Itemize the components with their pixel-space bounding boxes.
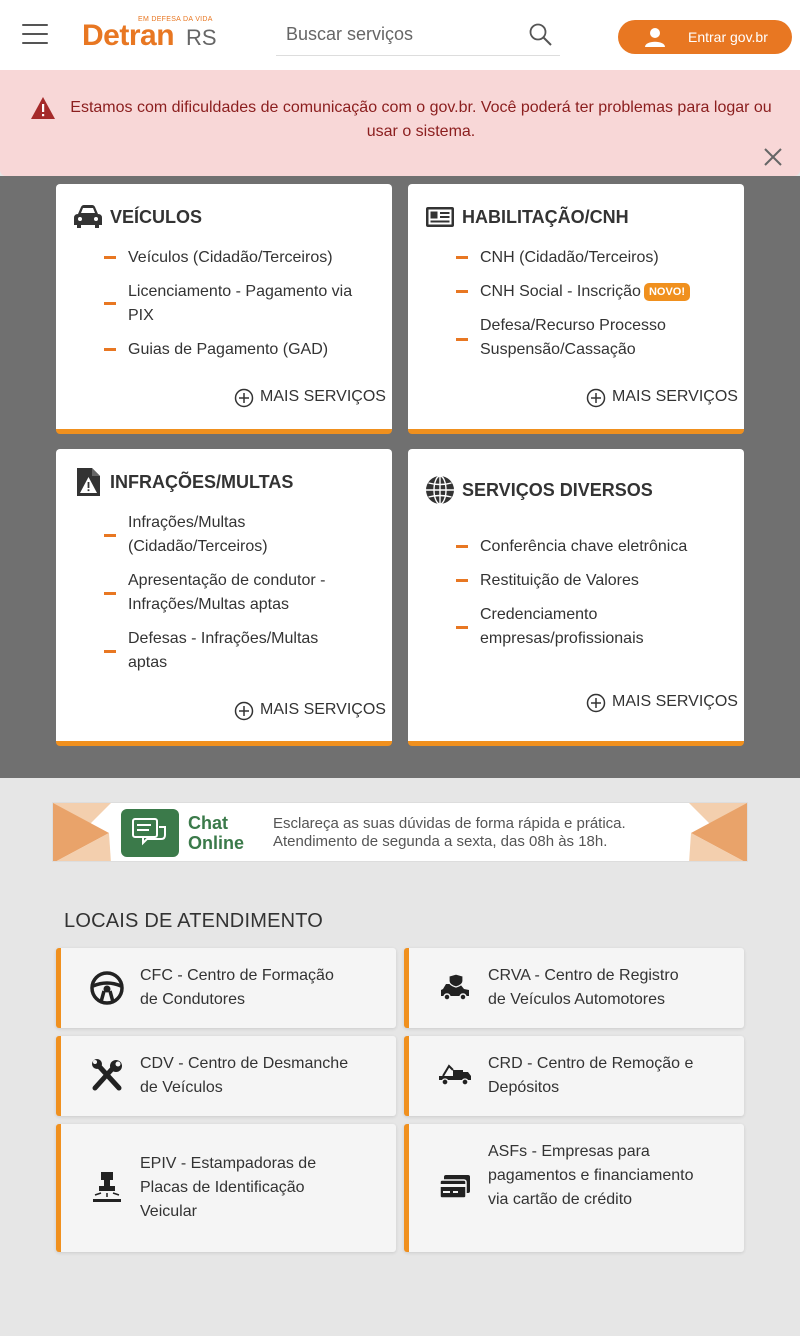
local-cfc[interactable]: [56, 948, 396, 1028]
service-link[interactable]: Defesas - Infrações/Multas aptas: [128, 630, 319, 671]
chat-title: Chat Online: [188, 813, 245, 853]
more-services-label: MAIS SERVIÇOS: [260, 388, 386, 405]
bullet-dash: [104, 348, 116, 351]
service-link[interactable]: Restituição de Valores: [480, 572, 639, 589]
local-crva[interactable]: [404, 948, 744, 1028]
plus-circle-icon: [234, 388, 254, 408]
service-link[interactable]: Licenciamento - Pagamento via PIX: [128, 283, 353, 324]
local-crd[interactable]: [404, 1036, 744, 1116]
card-habilitacao: [408, 184, 744, 434]
logo-tagline: EM DEFESA DA VIDA: [138, 16, 213, 23]
local-asfs[interactable]: [404, 1124, 744, 1252]
logo-name: Detran: [82, 19, 175, 52]
globe-icon: [424, 474, 456, 506]
chat-icon: [121, 809, 179, 857]
chat-line-2: Atendimento de segunda a sexta, das 08h às 18h.: [273, 833, 608, 850]
plus-circle-icon: [586, 693, 606, 713]
service-link[interactable]: [480, 280, 730, 304]
decorative-triangles: [53, 803, 113, 862]
close-icon[interactable]: [762, 146, 784, 168]
service-link[interactable]: Conferência chave eletrônica: [480, 538, 688, 555]
local-label: EPIV - Estampadoras de Placas de Identificação Veicular: [140, 1155, 317, 1220]
id-card-icon: [424, 201, 456, 233]
user-icon: [644, 26, 666, 48]
card-title: HABILITAÇÃO/CNH: [462, 207, 629, 227]
login-govbr-button[interactable]: [618, 20, 792, 54]
local-label: CFC - Centro de Formação de Condutores: [140, 967, 334, 1008]
service-link-label: CNH Social - Inscrição: [480, 283, 641, 300]
bullet-dash: [456, 626, 468, 629]
bullet-dash: [104, 256, 116, 259]
alert-banner: [0, 70, 800, 176]
credit-card-icon: [435, 1168, 475, 1208]
card-title: SERVIÇOS DIVERSOS: [462, 480, 653, 500]
service-link[interactable]: Infrações/Multas (Cidadão/Terceiros): [128, 514, 268, 555]
search-input[interactable]: [286, 20, 516, 48]
chat-online-banner[interactable]: [52, 802, 748, 862]
new-badge: NOVO!: [644, 283, 690, 301]
bullet-dash: [104, 592, 116, 595]
local-cdv[interactable]: [56, 1036, 396, 1116]
locais-title: LOCAIS DE ATENDIMENTO: [64, 910, 324, 932]
stamp-press-icon: [87, 1168, 127, 1208]
bullet-dash: [456, 338, 468, 341]
warning-icon: [30, 96, 56, 120]
card-title: VEÍCULOS: [110, 207, 203, 227]
card-title: INFRAÇÕES/MULTAS: [110, 472, 294, 492]
local-label: CRVA - Centro de Registro de Veículos Automotores: [488, 967, 679, 1008]
warning-document-icon: [72, 466, 104, 498]
services-section: [0, 176, 800, 778]
header: [0, 0, 800, 70]
chat-line-1: Esclareça as suas dúvidas de forma rápida e prática.: [273, 815, 626, 832]
service-link[interactable]: Apresentação de condutor - Infrações/Multas aptas: [128, 572, 326, 613]
service-link[interactable]: Guias de Pagamento (GAD): [128, 341, 329, 358]
card-infracoes: [56, 449, 392, 746]
login-label: Entrar gov.br: [688, 29, 768, 45]
service-link[interactable]: Defesa/Recurso Processo Suspensão/Cassação: [480, 317, 666, 358]
logo-state: RS: [186, 25, 217, 50]
search-bar: [276, 14, 560, 56]
bullet-dash: [456, 256, 468, 259]
local-label: CDV - Centro de Desmanche de Veículos: [140, 1055, 349, 1096]
car-icon: [72, 201, 104, 233]
more-services-label: MAIS SERVIÇOS: [612, 693, 738, 710]
plus-circle-icon: [586, 388, 606, 408]
decorative-triangles: [687, 803, 747, 862]
menu-icon[interactable]: [22, 24, 48, 44]
tools-icon: [87, 1056, 127, 1096]
service-link[interactable]: Veículos (Cidadão/Terceiros): [128, 249, 333, 266]
card-veiculos: [56, 184, 392, 434]
card-servicos-diversos: [408, 449, 744, 746]
bullet-dash: [456, 290, 468, 293]
bullet-dash: [456, 579, 468, 582]
alert-message: Estamos com dificuldades de comunicação com o gov.br. Você poderá ter problemas para logar ou usar o sistema.: [70, 99, 772, 140]
service-link[interactable]: Credenciamento empresas/profissionais: [480, 606, 644, 647]
detran-logo[interactable]: [82, 16, 222, 56]
more-services-label: MAIS SERVIÇOS: [612, 388, 738, 405]
local-label: CRD - Centro de Remoção e Depósitos: [488, 1055, 694, 1096]
chat-description: [273, 815, 693, 851]
bullet-dash: [104, 534, 116, 537]
bullet-dash: [104, 302, 116, 305]
search-icon[interactable]: [528, 22, 554, 48]
local-epiv[interactable]: [56, 1124, 396, 1252]
tow-truck-icon: [435, 1054, 475, 1094]
local-label: ASFs - Empresas para pagamentos e financiamento via cartão de crédito: [488, 1143, 694, 1208]
service-link[interactable]: CNH (Cidadão/Terceiros): [480, 249, 659, 266]
more-services-label: MAIS SERVIÇOS: [260, 701, 386, 718]
car-shield-icon: [435, 968, 475, 1008]
bullet-dash: [104, 650, 116, 653]
bullet-dash: [456, 545, 468, 548]
steering-wheel-icon: [87, 968, 127, 1008]
plus-circle-icon: [234, 701, 254, 721]
